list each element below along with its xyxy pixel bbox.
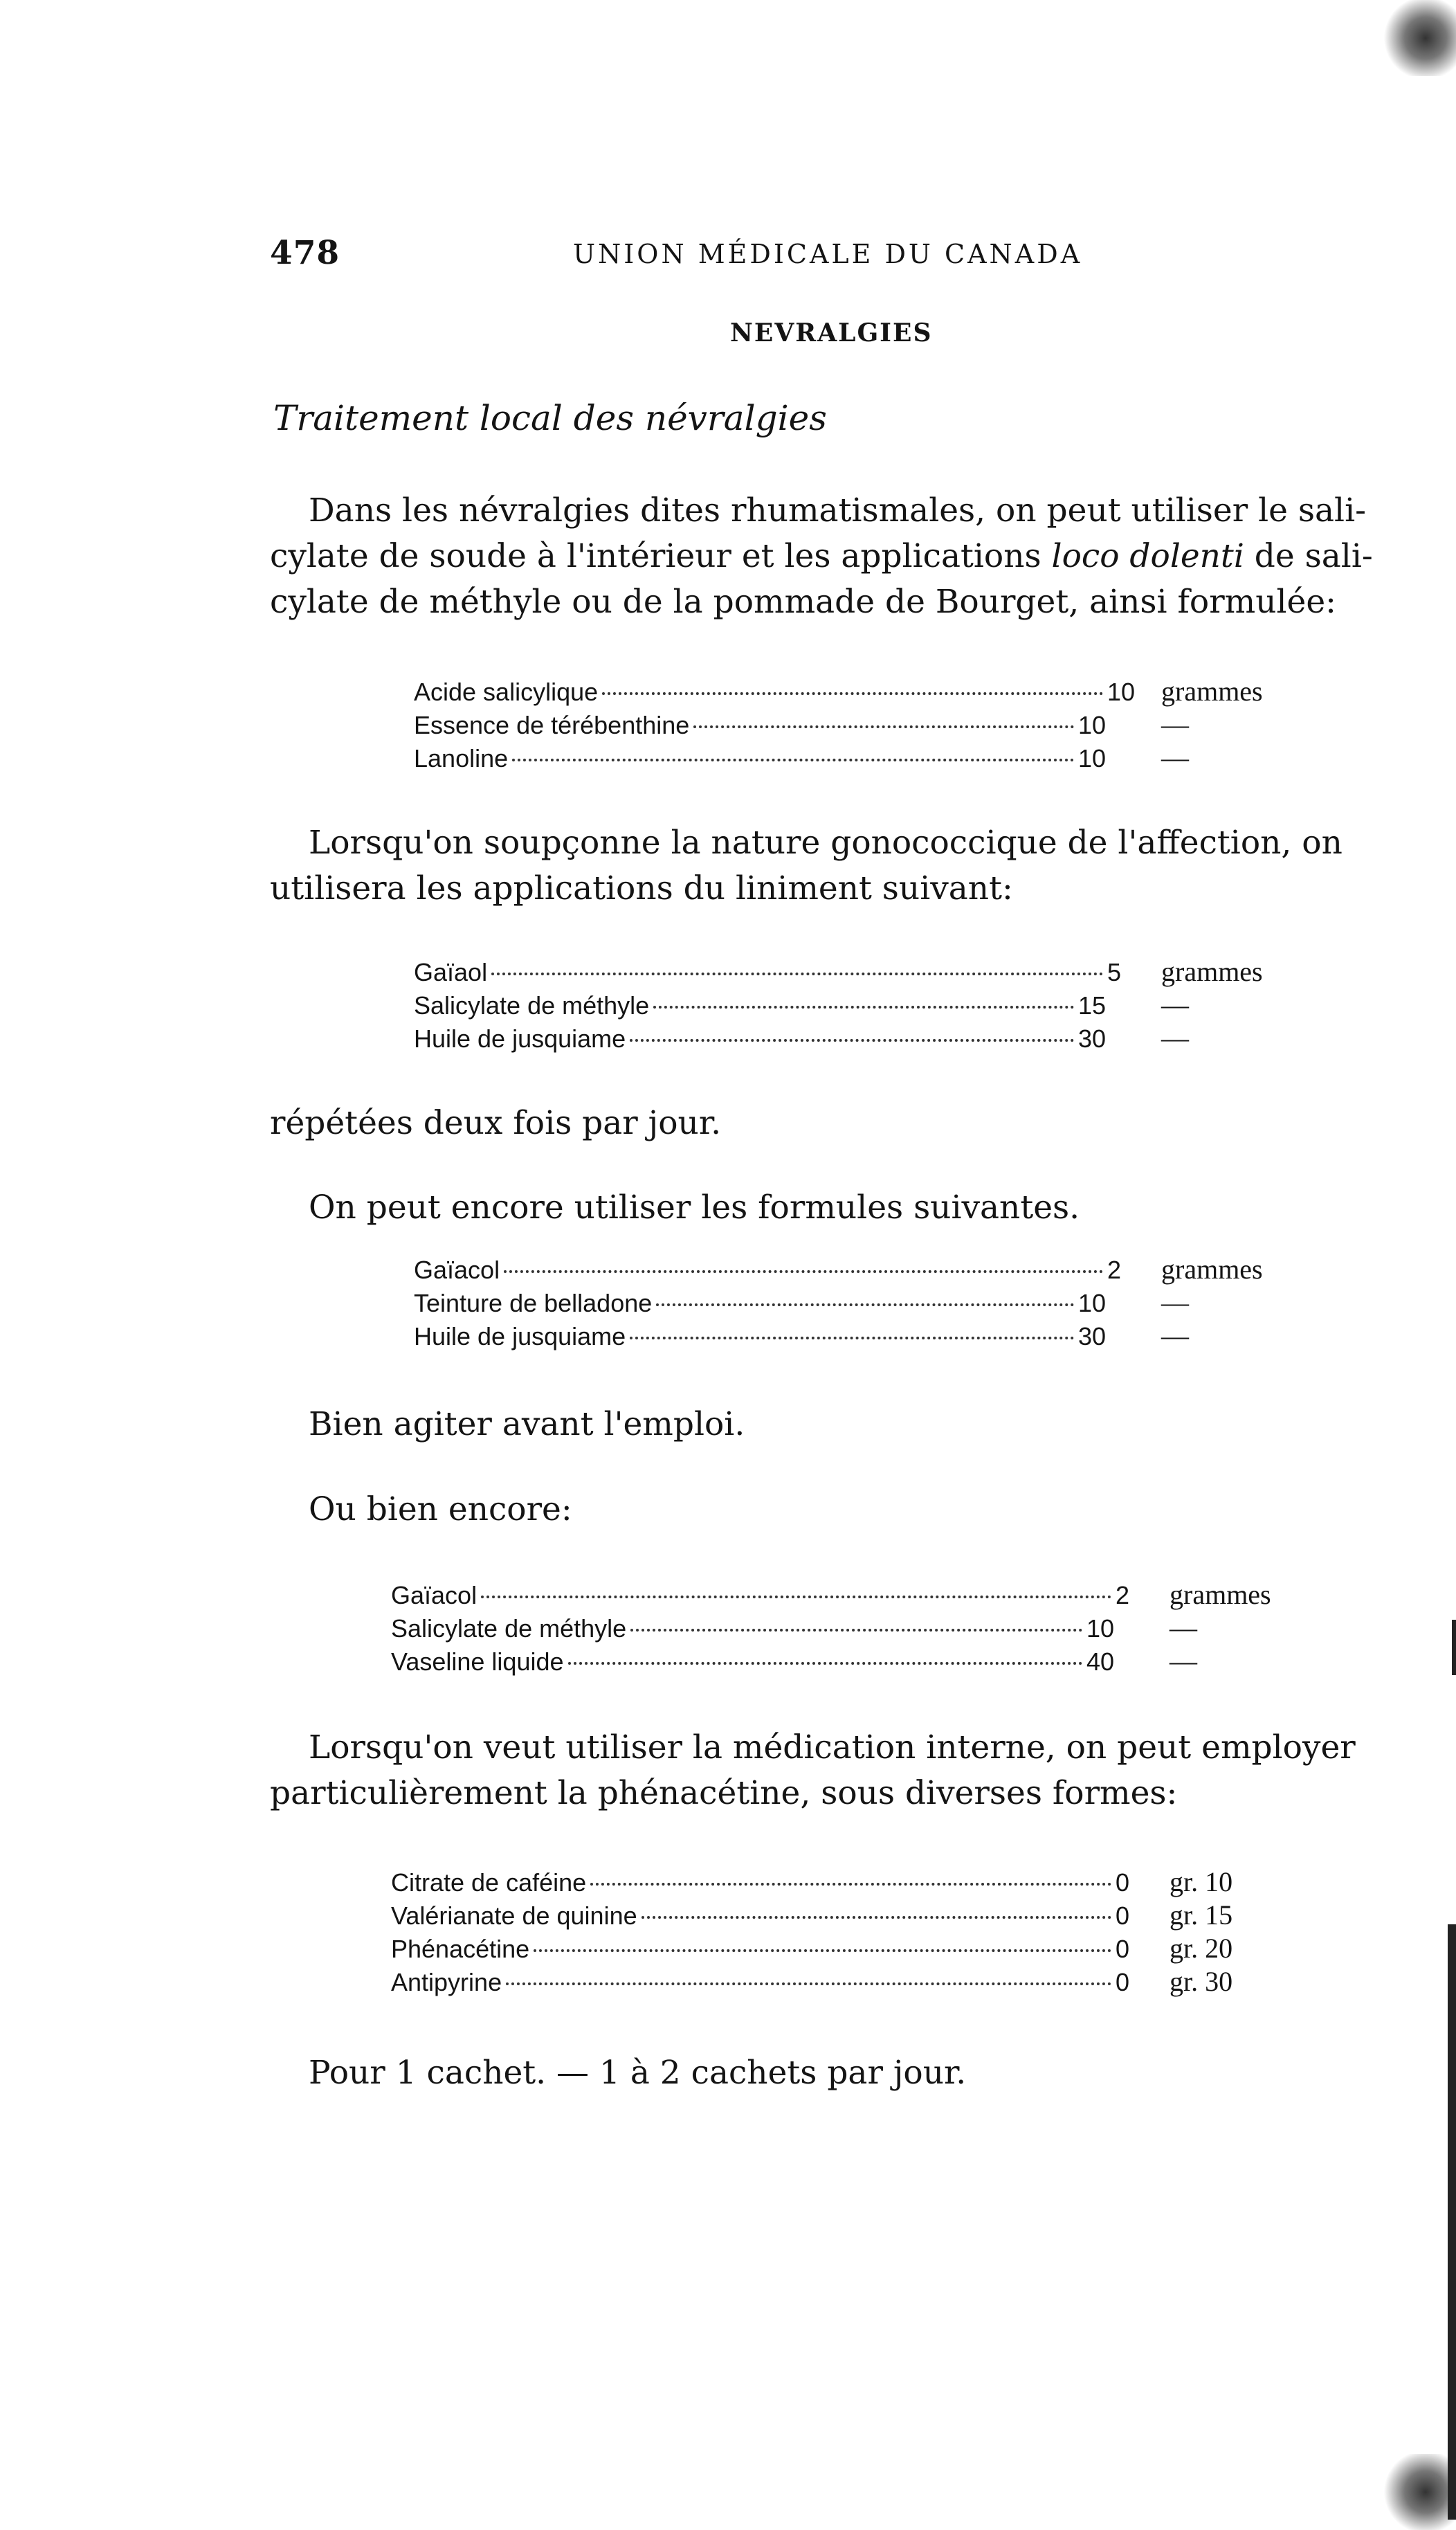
formula-row bbox=[391, 1932, 1315, 1965]
ingredient-unit: — bbox=[1161, 1287, 1189, 1318]
formula-table-2 bbox=[414, 955, 1307, 1055]
ingredient-amount: 30 bbox=[1078, 1024, 1107, 1053]
dot-leader bbox=[630, 1039, 1074, 1042]
dot-leader bbox=[504, 1270, 1103, 1273]
page-number: 478 bbox=[270, 234, 340, 272]
formula-row bbox=[414, 1286, 1307, 1319]
scan-smudge-bottom bbox=[1380, 2454, 1456, 2530]
ingredient-unit: gr. 20 bbox=[1170, 1933, 1233, 1964]
ingredient-unit: gr. 15 bbox=[1170, 1899, 1233, 1931]
dot-leader bbox=[491, 973, 1103, 975]
formula-row bbox=[414, 1253, 1307, 1286]
ingredient-name: Vaseline liquide bbox=[391, 1647, 564, 1676]
ingredient-unit: grammes bbox=[1161, 956, 1263, 987]
ingredient-amount: 0 bbox=[1116, 1968, 1130, 1996]
ingredient-unit: — bbox=[1170, 1612, 1197, 1643]
formula-row bbox=[414, 988, 1307, 1022]
ingredient-amount: 10 bbox=[1086, 1614, 1115, 1643]
ingredient-amount: 10 bbox=[1078, 744, 1107, 772]
ingredient-amount: 2 bbox=[1116, 1581, 1130, 1609]
ingredient-unit: — bbox=[1161, 742, 1189, 773]
ingredient-name: Citrate de caféine bbox=[391, 1868, 587, 1897]
paragraph-text: cylate de soude à l'intérieur et les applications bbox=[270, 537, 1052, 575]
dot-leader bbox=[641, 1916, 1111, 1919]
paragraph-line: particulièrement la phénacétine, sous diverses formes: bbox=[270, 1774, 1178, 1812]
dot-leader bbox=[568, 1662, 1082, 1665]
paragraph-ou-bien bbox=[309, 1487, 572, 1533]
ingredient-amount: 0 bbox=[1116, 1935, 1130, 1963]
ingredient-amount: 15 bbox=[1078, 991, 1107, 1020]
ingredient-unit: — bbox=[1170, 1645, 1197, 1677]
paragraph-line: On peut encore utiliser les formules suivantes. bbox=[309, 1189, 1080, 1227]
dot-leader bbox=[534, 1949, 1111, 1952]
dot-leader bbox=[512, 759, 1074, 761]
subsection-title: Traitement local des névralgies bbox=[273, 398, 827, 438]
dot-leader bbox=[653, 1006, 1074, 1009]
formula-row bbox=[391, 1965, 1315, 1998]
ingredient-amount: 5 bbox=[1107, 958, 1122, 986]
formula-row bbox=[414, 1022, 1307, 1055]
formula-row bbox=[414, 708, 1307, 741]
scan-edge-mark bbox=[1448, 1924, 1456, 2520]
paragraph-intro bbox=[270, 488, 1373, 625]
paragraph-formules bbox=[309, 1185, 1080, 1231]
paragraph-gonococcique bbox=[270, 820, 1343, 912]
dot-leader bbox=[630, 1337, 1074, 1339]
formula-row bbox=[414, 675, 1307, 708]
ingredient-name: Gaïacol bbox=[414, 1256, 500, 1284]
ingredient-name: Huile de jusquiame bbox=[414, 1322, 626, 1350]
ingredient-name: Acide salicylique bbox=[414, 678, 599, 706]
paragraph-repetees bbox=[270, 1101, 721, 1146]
paragraph-line: utilisera les applications du liniment suivant: bbox=[270, 869, 1013, 907]
section-title: NEVRALGIES bbox=[730, 318, 933, 347]
dot-leader bbox=[506, 1982, 1111, 1985]
latin-phrase: loco dolenti bbox=[1051, 537, 1244, 575]
formula-row bbox=[414, 1319, 1307, 1353]
formula-table-4 bbox=[391, 1578, 1315, 1678]
paragraph-agiter bbox=[309, 1402, 745, 1447]
running-head: UNION MÉDICALE DU CANADA bbox=[573, 239, 1083, 269]
ingredient-unit: grammes bbox=[1170, 1579, 1271, 1610]
ingredient-unit: — bbox=[1161, 989, 1189, 1020]
scan-edge-mark bbox=[1452, 1620, 1456, 1675]
dot-leader bbox=[656, 1303, 1074, 1306]
scan-smudge-top bbox=[1380, 0, 1456, 76]
ingredient-unit: — bbox=[1161, 1022, 1189, 1054]
paragraph-line: Ou bien encore: bbox=[309, 1490, 572, 1528]
formula-table-3 bbox=[414, 1253, 1307, 1353]
dot-leader bbox=[602, 692, 1103, 695]
paragraph-line bbox=[270, 534, 1373, 579]
ingredient-name: Salicylate de méthyle bbox=[414, 991, 650, 1020]
dot-leader bbox=[693, 725, 1074, 728]
ingredient-unit: — bbox=[1161, 1320, 1189, 1351]
formula-table-5 bbox=[391, 1865, 1315, 1998]
ingredient-name: Essence de térébenthine bbox=[414, 711, 690, 739]
ingredient-amount: 10 bbox=[1107, 678, 1136, 706]
formula-row bbox=[391, 1865, 1315, 1899]
ingredient-unit: — bbox=[1161, 709, 1189, 740]
paragraph-text: de sali- bbox=[1244, 537, 1373, 575]
paragraph-line: cylate de méthyle ou de la pommade de Bourget, ainsi formulée: bbox=[270, 583, 1336, 621]
paragraph-line: Dans les névralgies dites rhumatismales, on peut utiliser le sali- bbox=[309, 491, 1367, 530]
ingredient-unit: grammes bbox=[1161, 676, 1263, 707]
dot-leader bbox=[630, 1629, 1082, 1632]
formula-table-1 bbox=[414, 675, 1307, 775]
dot-leader bbox=[481, 1596, 1111, 1598]
paragraph-line: Bien agiter avant l'emploi. bbox=[309, 1405, 745, 1443]
ingredient-amount: 40 bbox=[1086, 1647, 1115, 1676]
ingredient-amount: 2 bbox=[1107, 1256, 1122, 1284]
ingredient-unit: gr. 10 bbox=[1170, 1866, 1233, 1897]
ingredient-amount: 10 bbox=[1078, 711, 1107, 739]
paragraph-cachet bbox=[309, 2050, 966, 2096]
ingredient-name: Huile de jusquiame bbox=[414, 1024, 626, 1053]
paragraph-line: Lorsqu'on veut utiliser la médication interne, on peut employer bbox=[309, 1728, 1356, 1767]
ingredient-amount: 0 bbox=[1116, 1901, 1130, 1930]
formula-row bbox=[414, 741, 1307, 775]
paragraph-line: Lorsqu'on soupçonne la nature gonococcique de l'affection, on bbox=[309, 824, 1343, 862]
paragraph-line: Pour 1 cachet. — 1 à 2 cachets par jour. bbox=[309, 2054, 967, 2092]
formula-row bbox=[391, 1611, 1315, 1645]
ingredient-name: Valérianate de quinine bbox=[391, 1901, 637, 1930]
paragraph-line: répétées deux fois par jour. bbox=[270, 1104, 722, 1142]
ingredient-name: Antipyrine bbox=[391, 1968, 502, 1996]
formula-row bbox=[414, 955, 1307, 988]
formula-row bbox=[391, 1578, 1315, 1611]
dot-leader bbox=[590, 1883, 1111, 1886]
ingredient-unit: grammes bbox=[1161, 1254, 1263, 1285]
formula-row bbox=[391, 1899, 1315, 1932]
formula-row bbox=[391, 1645, 1315, 1678]
ingredient-name: Gaïacol bbox=[391, 1581, 477, 1609]
ingredient-name: Gaïaol bbox=[414, 958, 488, 986]
ingredient-name: Lanoline bbox=[414, 744, 509, 772]
ingredient-amount: 0 bbox=[1116, 1868, 1130, 1897]
ingredient-name: Salicylate de méthyle bbox=[391, 1614, 627, 1643]
ingredient-unit: gr. 30 bbox=[1170, 1966, 1233, 1997]
ingredient-name: Phénacétine bbox=[391, 1935, 530, 1963]
ingredient-name: Teinture de belladone bbox=[414, 1289, 653, 1317]
ingredient-amount: 30 bbox=[1078, 1322, 1107, 1350]
paragraph-medication-interne bbox=[270, 1725, 1356, 1816]
ingredient-amount: 10 bbox=[1078, 1289, 1107, 1317]
